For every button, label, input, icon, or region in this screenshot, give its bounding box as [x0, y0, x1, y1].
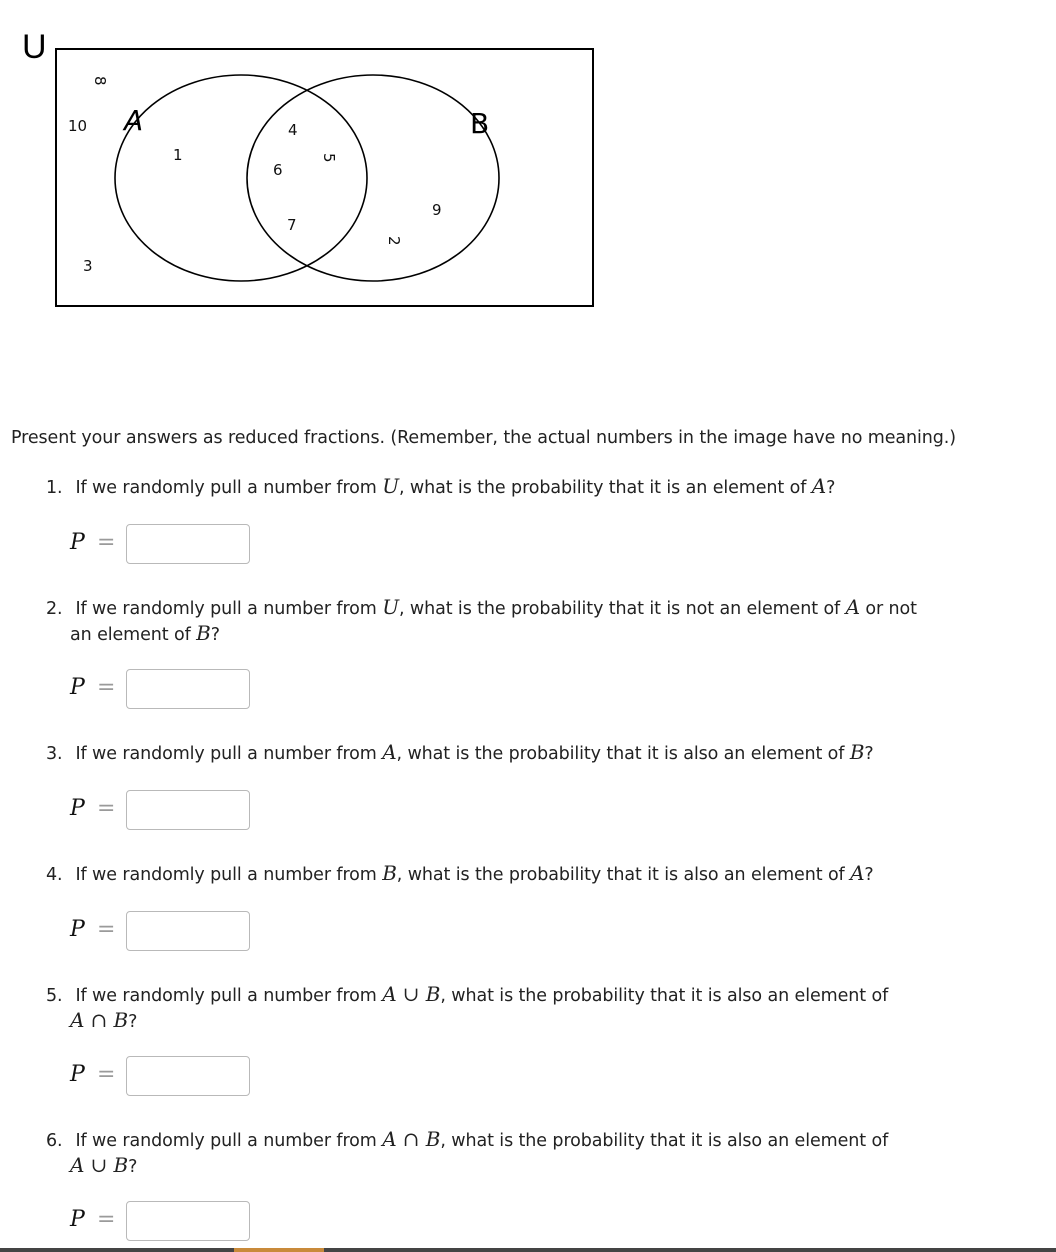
- answer-input-5[interactable]: [126, 1056, 250, 1096]
- question-5: [46, 982, 1026, 1034]
- element-outside: 3: [83, 257, 93, 275]
- question-4: [46, 861, 1026, 887]
- equals-sign: =: [97, 917, 116, 942]
- question-text: If we randomly pull a number from A, what is the probability that it is also an element of B?: [75, 740, 874, 764]
- question-2: [46, 595, 1026, 647]
- set-b-label: B: [470, 107, 490, 140]
- instructions-text: Present your answers as reduced fractions. (Remember, the actual numbers in the image have no meaning.): [11, 428, 956, 448]
- question-number: 1.: [46, 478, 63, 498]
- bottom-scroll-thumb[interactable]: [234, 1248, 324, 1252]
- element-a-only: 1: [173, 146, 183, 164]
- answer-input-3[interactable]: [126, 790, 250, 830]
- element-outside: 10: [68, 117, 88, 135]
- question-text-continued: A ∪ B?: [70, 1153, 138, 1177]
- element-b-only: 2: [385, 236, 403, 246]
- element-b-only: 9: [432, 201, 442, 219]
- answer-input-6[interactable]: [126, 1201, 250, 1241]
- p-label: P: [70, 1062, 85, 1087]
- venn-diagram: [0, 0, 620, 320]
- p-label: P: [70, 675, 85, 700]
- p-label: P: [70, 1207, 85, 1232]
- set-a-label: A: [124, 104, 144, 137]
- bottom-scroll-bar: [0, 1248, 1056, 1252]
- question-number: 3.: [46, 744, 63, 764]
- set-b-circle: [247, 75, 499, 281]
- universe-label: U: [22, 28, 47, 66]
- element-intersection: 7: [287, 216, 297, 234]
- question-number: 2.: [46, 599, 63, 619]
- element-intersection: 4: [288, 121, 298, 139]
- equals-sign: =: [97, 796, 116, 821]
- answer-input-4[interactable]: [126, 911, 250, 951]
- question-1: [46, 474, 1026, 500]
- equals-sign: =: [97, 675, 116, 700]
- p-label: P: [70, 917, 85, 942]
- question-number: 6.: [46, 1131, 63, 1151]
- equals-sign: =: [97, 1207, 116, 1232]
- question-text: If we randomly pull a number from A ∩ B, what is the probability that it is also an element of: [75, 1127, 889, 1151]
- answer-input-1[interactable]: [126, 524, 250, 564]
- question-3: [46, 740, 1026, 766]
- element-intersection: 6: [273, 161, 283, 179]
- universe-box: [56, 49, 593, 306]
- p-label: P: [70, 796, 85, 821]
- element-intersection: 5: [320, 153, 338, 163]
- question-text: If we randomly pull a number from U, what is the probability that it is an element of A?: [75, 474, 836, 498]
- p-label: P: [70, 530, 85, 555]
- set-a-circle: [115, 75, 367, 281]
- element-outside: 8: [91, 76, 109, 86]
- question-number: 4.: [46, 865, 63, 885]
- question-text: If we randomly pull a number from B, what is the probability that it is also an element of A?: [75, 861, 874, 885]
- question-text-continued: A ∩ B?: [70, 1008, 138, 1032]
- answer-input-2[interactable]: [126, 669, 250, 709]
- equals-sign: =: [97, 1062, 116, 1087]
- question-number: 5.: [46, 986, 63, 1006]
- question-6: [46, 1127, 1026, 1179]
- question-text: If we randomly pull a number from U, what is the probability that it is not an element of A or not: [75, 595, 917, 619]
- question-text: If we randomly pull a number from A ∪ B, what is the probability that it is also an element of: [75, 982, 889, 1006]
- question-text-continued: an element of B?: [70, 621, 220, 645]
- equals-sign: =: [97, 530, 116, 555]
